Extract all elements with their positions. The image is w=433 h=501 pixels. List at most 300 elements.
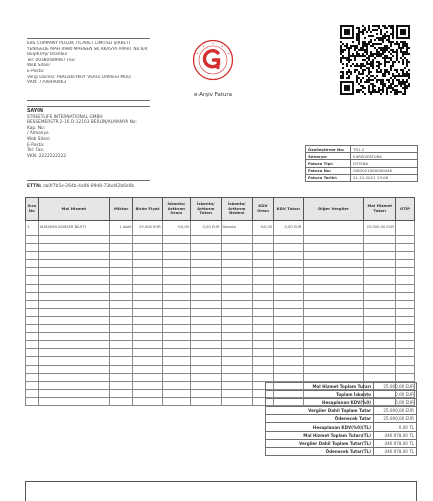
- empty-cell: [133, 292, 162, 300]
- invoice-info-table: [305, 145, 418, 182]
- empty-cell: [274, 268, 303, 276]
- totals-row: [266, 447, 417, 455]
- empty-cell: [110, 236, 133, 244]
- empty-cell: [396, 300, 415, 308]
- empty-cell: [364, 373, 396, 381]
- info-value: EARSIVFATURA: [351, 153, 418, 160]
- empty-cell: [133, 252, 162, 260]
- empty-cell: [253, 316, 274, 324]
- empty-cell: [364, 236, 396, 244]
- empty-cell: [26, 292, 39, 300]
- empty-cell: [221, 357, 253, 365]
- empty-cell: [38, 373, 109, 381]
- table-row-empty: [26, 276, 415, 284]
- info-value: TR1.2: [351, 146, 418, 153]
- empty-cell: [26, 365, 39, 373]
- empty-cell: [274, 284, 303, 292]
- empty-cell: [110, 325, 133, 333]
- empty-cell: [274, 276, 303, 284]
- empty-cell: [26, 316, 39, 324]
- empty-cell: [364, 341, 396, 349]
- table-row-empty: [26, 292, 415, 300]
- empty-cell: [110, 260, 133, 268]
- table-row-empty: [26, 316, 415, 324]
- empty-cell: [110, 397, 133, 405]
- empty-cell: [26, 244, 39, 252]
- empty-cell: [26, 357, 39, 365]
- cell-birim-fiyat: 25.000 EUR: [133, 221, 162, 236]
- empty-cell: [364, 349, 396, 357]
- receiver-line: BESSEMERSTR.2-16 D-12103 BERLİN/ALMANYA No:: [27, 120, 137, 126]
- empty-cell: [162, 276, 190, 284]
- receiver-top-rule: [27, 106, 150, 107]
- empty-cell: [364, 365, 396, 373]
- cell-mal-hizmet: ALMANYA KONSER BİLETİ: [38, 221, 109, 236]
- empty-cell: [303, 373, 364, 381]
- empty-cell: [364, 333, 396, 341]
- empty-cell: [253, 260, 274, 268]
- ettn-value: da0f7b5e-264b-4a96-89d8-73bd42b6e0b: [42, 184, 135, 189]
- empty-cell: [133, 308, 162, 316]
- empty-cell: [38, 389, 109, 397]
- table-row-empty: [26, 357, 415, 365]
- empty-cell: [303, 316, 364, 324]
- receiver-line: Kap. No:: [27, 125, 46, 131]
- empty-cell: [38, 236, 109, 244]
- info-row: [306, 174, 418, 181]
- empty-cell: [26, 252, 39, 260]
- empty-cell: [110, 341, 133, 349]
- empty-cell: [38, 341, 109, 349]
- empty-cell: [38, 349, 109, 357]
- empty-cell: [26, 276, 39, 284]
- empty-cell: [162, 244, 190, 252]
- empty-cell: [253, 341, 274, 349]
- empty-cell: [162, 381, 190, 389]
- empty-cell: [191, 389, 221, 397]
- document-title: e-Arşiv Fatura: [194, 92, 232, 98]
- info-row: [306, 167, 418, 174]
- empty-cell: [274, 373, 303, 381]
- sender-bottom-rule: [27, 100, 150, 101]
- column-header: Mal Hizmet Tutarı: [364, 198, 396, 221]
- empty-cell: [133, 373, 162, 381]
- receiver-line: Tel: Fax:: [27, 148, 45, 154]
- empty-cell: [110, 244, 133, 252]
- empty-cell: [26, 349, 39, 357]
- empty-cell: [253, 268, 274, 276]
- empty-cell: [396, 236, 415, 244]
- table-row-empty: [26, 308, 415, 316]
- column-header: İskonto/ Arttırım Tutarı: [191, 198, 221, 221]
- empty-cell: [191, 325, 221, 333]
- empty-cell: [26, 397, 39, 405]
- empty-cell: [253, 300, 274, 308]
- info-value: 21-12-2021 13:08: [351, 174, 418, 181]
- empty-cell: [274, 349, 303, 357]
- empty-cell: [110, 349, 133, 357]
- empty-cell: [133, 341, 162, 349]
- empty-cell: [191, 349, 221, 357]
- empty-cell: [221, 349, 253, 357]
- empty-cell: [110, 316, 133, 324]
- sender-line: Vergi Dairesi: PEKİZBEYKOY VERGİ DAİRESİ MUD.: [27, 74, 132, 80]
- empty-cell: [396, 276, 415, 284]
- empty-cell: [110, 365, 133, 373]
- empty-cell: [191, 292, 221, 300]
- empty-cell: [191, 300, 221, 308]
- totals-value: 0,00 TL: [374, 423, 417, 431]
- info-value: ISTISNA: [351, 160, 418, 167]
- empty-cell: [38, 316, 109, 324]
- totals-label: Mal Hizmet Toplam Tutarı(TL): [266, 431, 374, 439]
- ettn-label: ETTN:: [27, 184, 42, 189]
- empty-cell: [274, 252, 303, 260]
- receiver-line: STREETLIFE INTERNATIONAL GMBH: [27, 114, 103, 120]
- empty-cell: [133, 333, 162, 341]
- table-row-empty: [26, 268, 415, 276]
- empty-cell: [191, 357, 221, 365]
- empty-cell: [38, 325, 109, 333]
- receiver-line: / Almanya: [27, 131, 49, 137]
- empty-cell: [191, 373, 221, 381]
- cell-sira: 1: [26, 221, 39, 236]
- empty-cell: [133, 284, 162, 292]
- empty-cell: [221, 365, 253, 373]
- empty-cell: [303, 357, 364, 365]
- empty-cell: [110, 373, 133, 381]
- totals-value: 446.978,00 TL: [374, 431, 417, 439]
- totals-value: 25.000,00 EUR: [374, 415, 417, 423]
- empty-cell: [364, 308, 396, 316]
- empty-cell: [162, 325, 190, 333]
- empty-cell: [364, 260, 396, 268]
- empty-cell: [364, 325, 396, 333]
- empty-cell: [303, 292, 364, 300]
- empty-cell: [253, 333, 274, 341]
- items-table: [25, 197, 415, 406]
- empty-cell: [253, 373, 274, 381]
- empty-cell: [26, 381, 39, 389]
- totals-row: [266, 423, 417, 431]
- empty-cell: [274, 333, 303, 341]
- totals-label: Toplam İskonto: [266, 391, 374, 399]
- empty-cell: [38, 397, 109, 405]
- empty-cell: [221, 292, 253, 300]
- empty-cell: [26, 389, 39, 397]
- totals-label: Vergiler Dahil Toplam Tutar(TL): [266, 439, 374, 447]
- empty-cell: [221, 260, 253, 268]
- totals-label: Ödenecek Tutar: [266, 415, 374, 423]
- receiver-line: Web Sitesi:: [27, 136, 51, 142]
- totals-label: Vergiler Dahil Toplam Tutar: [266, 407, 374, 415]
- empty-cell: [110, 357, 133, 365]
- cell-iskonto-tutari: 0,00 EUR: [191, 221, 221, 236]
- empty-cell: [110, 300, 133, 308]
- totals-value: 0,00 EUR: [374, 391, 417, 399]
- empty-cell: [221, 397, 253, 405]
- items-header-row: [26, 198, 415, 221]
- empty-cell: [38, 244, 109, 252]
- table-row-empty: [26, 365, 415, 373]
- empty-cell: [110, 381, 133, 389]
- totals-row: [266, 407, 417, 415]
- empty-cell: [162, 252, 190, 260]
- sender-line: Tel: 00380489987 Fax:: [27, 57, 76, 63]
- empty-cell: [26, 373, 39, 381]
- empty-cell: [221, 325, 253, 333]
- empty-cell: [191, 381, 221, 389]
- empty-cell: [253, 308, 274, 316]
- empty-cell: [162, 397, 190, 405]
- empty-cell: [396, 357, 415, 365]
- empty-cell: [162, 341, 190, 349]
- info-label: Özelleştirme No:: [306, 146, 351, 153]
- empty-cell: [191, 244, 221, 252]
- table-row-empty: [26, 325, 415, 333]
- empty-cell: [110, 308, 133, 316]
- empty-cell: [110, 292, 133, 300]
- info-label: Fatura Tipi:: [306, 160, 351, 167]
- column-header: Diğer Vergiler: [303, 198, 364, 221]
- empty-cell: [253, 292, 274, 300]
- empty-cell: [162, 373, 190, 381]
- empty-cell: [274, 325, 303, 333]
- info-value: GIB2021000000046: [351, 167, 418, 174]
- totals-value: 446.978,00 TL: [374, 439, 417, 447]
- info-row: [306, 153, 418, 160]
- empty-cell: [38, 300, 109, 308]
- empty-cell: [303, 244, 364, 252]
- totals-label: Ödenecek Tutar(TL): [266, 447, 374, 455]
- empty-cell: [133, 389, 162, 397]
- empty-cell: [221, 244, 253, 252]
- empty-cell: [133, 357, 162, 365]
- empty-cell: [274, 292, 303, 300]
- cell-gtip: [396, 221, 415, 236]
- empty-cell: [274, 308, 303, 316]
- empty-cell: [396, 252, 415, 260]
- empty-cell: [133, 349, 162, 357]
- cell-iskonto-orani: %0,00: [162, 221, 190, 236]
- empty-cell: [274, 365, 303, 373]
- empty-cell: [253, 252, 274, 260]
- sender-line: YENİGEDE MAH 0980 MAHSEN SK AKASYA APART No:8/4: [27, 46, 148, 52]
- empty-cell: [191, 308, 221, 316]
- table-row-empty: [26, 341, 415, 349]
- empty-cell: [191, 365, 221, 373]
- empty-cell: [191, 397, 221, 405]
- totals-label: Hesaplanan KDV(%0): [266, 399, 374, 407]
- receiver-heading: SAYIN: [27, 109, 43, 114]
- totals-value: 0,00 EUR: [374, 399, 417, 407]
- empty-cell: [274, 316, 303, 324]
- empty-cell: [221, 373, 253, 381]
- column-header: İskonto/ Arttırım Oranı: [162, 198, 190, 221]
- empty-cell: [162, 316, 190, 324]
- empty-cell: [253, 244, 274, 252]
- sender-top-rule: [27, 38, 150, 39]
- empty-cell: [303, 365, 364, 373]
- table-row-empty: [26, 284, 415, 292]
- sender-line: Web Sitesi:: [27, 63, 51, 69]
- empty-cell: [26, 268, 39, 276]
- empty-cell: [303, 308, 364, 316]
- empty-cell: [110, 389, 133, 397]
- table-row-empty: [26, 236, 415, 244]
- empty-cell: [133, 244, 162, 252]
- empty-cell: [26, 325, 39, 333]
- empty-cell: [38, 308, 109, 316]
- empty-cell: [364, 357, 396, 365]
- column-header: Mal Hizmet: [38, 198, 109, 221]
- empty-cell: [303, 236, 364, 244]
- empty-cell: [26, 260, 39, 268]
- empty-cell: [303, 325, 364, 333]
- empty-cell: [396, 316, 415, 324]
- empty-cell: [274, 244, 303, 252]
- empty-cell: [110, 333, 133, 341]
- empty-cell: [133, 316, 162, 324]
- empty-cell: [110, 284, 133, 292]
- sender-line: BEŞİKTAŞ/ İstanbul: [27, 52, 68, 58]
- cell-kdv-orani: %0,00: [253, 221, 274, 236]
- empty-cell: [162, 308, 190, 316]
- empty-cell: [162, 268, 190, 276]
- cell-mal-hizmet-tutari: 25.000,00 EUR: [364, 221, 396, 236]
- empty-cell: [38, 381, 109, 389]
- qr-code: [340, 25, 410, 95]
- empty-cell: [26, 308, 39, 316]
- table-row-empty: [26, 260, 415, 268]
- cell-iskonto-nedeni: İskonto: [221, 221, 253, 236]
- empty-cell: [191, 333, 221, 341]
- empty-cell: [253, 365, 274, 373]
- empty-cell: [253, 357, 274, 365]
- empty-cell: [274, 236, 303, 244]
- receiver-block: [27, 109, 167, 159]
- empty-cell: [396, 268, 415, 276]
- empty-cell: [253, 284, 274, 292]
- empty-cell: [221, 389, 253, 397]
- empty-cell: [364, 292, 396, 300]
- notes-box: [25, 481, 417, 501]
- totals-row: [266, 399, 417, 407]
- empty-cell: [221, 268, 253, 276]
- info-row: [306, 160, 418, 167]
- empty-cell: [253, 325, 274, 333]
- empty-cell: [364, 300, 396, 308]
- totals-label: Mal Hizmet Toplam Tutarı: [266, 383, 374, 391]
- empty-cell: [191, 268, 221, 276]
- empty-cell: [396, 325, 415, 333]
- empty-cell: [38, 260, 109, 268]
- empty-cell: [191, 252, 221, 260]
- empty-cell: [221, 341, 253, 349]
- empty-cell: [364, 252, 396, 260]
- empty-cell: [38, 276, 109, 284]
- empty-cell: [303, 341, 364, 349]
- info-label: Fatura Tarihi:: [306, 174, 351, 181]
- empty-cell: [274, 341, 303, 349]
- column-header: İskonto/ Arttırım Nedeni: [221, 198, 253, 221]
- empty-cell: [110, 252, 133, 260]
- receiver-line: VKN: 2222222222: [27, 153, 67, 159]
- totals-label: Hesaplanan KDV(%0)(TL): [266, 423, 374, 431]
- empty-cell: [162, 300, 190, 308]
- empty-cell: [221, 316, 253, 324]
- column-header: Sıra No: [26, 198, 39, 221]
- empty-cell: [38, 252, 109, 260]
- table-row-empty: [26, 333, 415, 341]
- empty-cell: [133, 381, 162, 389]
- empty-cell: [253, 276, 274, 284]
- empty-cell: [191, 236, 221, 244]
- cell-miktar: 1 Adet: [110, 221, 133, 236]
- empty-cell: [162, 260, 190, 268]
- empty-cell: [26, 300, 39, 308]
- cell-kdv-tutari: 0,00 EUR: [274, 221, 303, 236]
- totals-row: [266, 415, 417, 423]
- empty-cell: [396, 333, 415, 341]
- empty-cell: [38, 333, 109, 341]
- empty-cell: [133, 268, 162, 276]
- empty-cell: [303, 349, 364, 357]
- cell-diger-vergiler: [303, 221, 364, 236]
- empty-cell: [191, 316, 221, 324]
- empty-cell: [26, 284, 39, 292]
- sender-line: E-Posta:: [27, 68, 45, 74]
- empty-cell: [162, 357, 190, 365]
- empty-cell: [303, 276, 364, 284]
- column-header: Birim Fiyat: [133, 198, 162, 221]
- table-row-empty: [26, 244, 415, 252]
- empty-cell: [396, 373, 415, 381]
- totals-value: 446.978,00 TL: [374, 447, 417, 455]
- empty-cell: [364, 268, 396, 276]
- empty-cell: [133, 260, 162, 268]
- empty-cell: [253, 349, 274, 357]
- empty-cell: [396, 292, 415, 300]
- table-row: [26, 221, 415, 236]
- empty-cell: [364, 244, 396, 252]
- empty-cell: [38, 268, 109, 276]
- ettn-line: [27, 184, 134, 189]
- empty-cell: [221, 381, 253, 389]
- empty-cell: [133, 365, 162, 373]
- empty-cell: [26, 236, 39, 244]
- empty-cell: [162, 333, 190, 341]
- totals-value: 25.000,00 EUR: [374, 383, 417, 391]
- empty-cell: [162, 349, 190, 357]
- empty-cell: [364, 276, 396, 284]
- column-header: GTİP: [396, 198, 415, 221]
- empty-cell: [364, 284, 396, 292]
- empty-cell: [303, 260, 364, 268]
- empty-cell: [133, 397, 162, 405]
- info-row: [306, 146, 418, 153]
- empty-cell: [191, 341, 221, 349]
- empty-cell: [274, 260, 303, 268]
- empty-cell: [162, 365, 190, 373]
- table-row-empty: [26, 349, 415, 357]
- empty-cell: [303, 268, 364, 276]
- info-label: Senaryo:: [306, 153, 351, 160]
- info-label: Fatura No:: [306, 167, 351, 174]
- table-row-empty: [26, 300, 415, 308]
- empty-cell: [396, 244, 415, 252]
- totals-row: [266, 391, 417, 399]
